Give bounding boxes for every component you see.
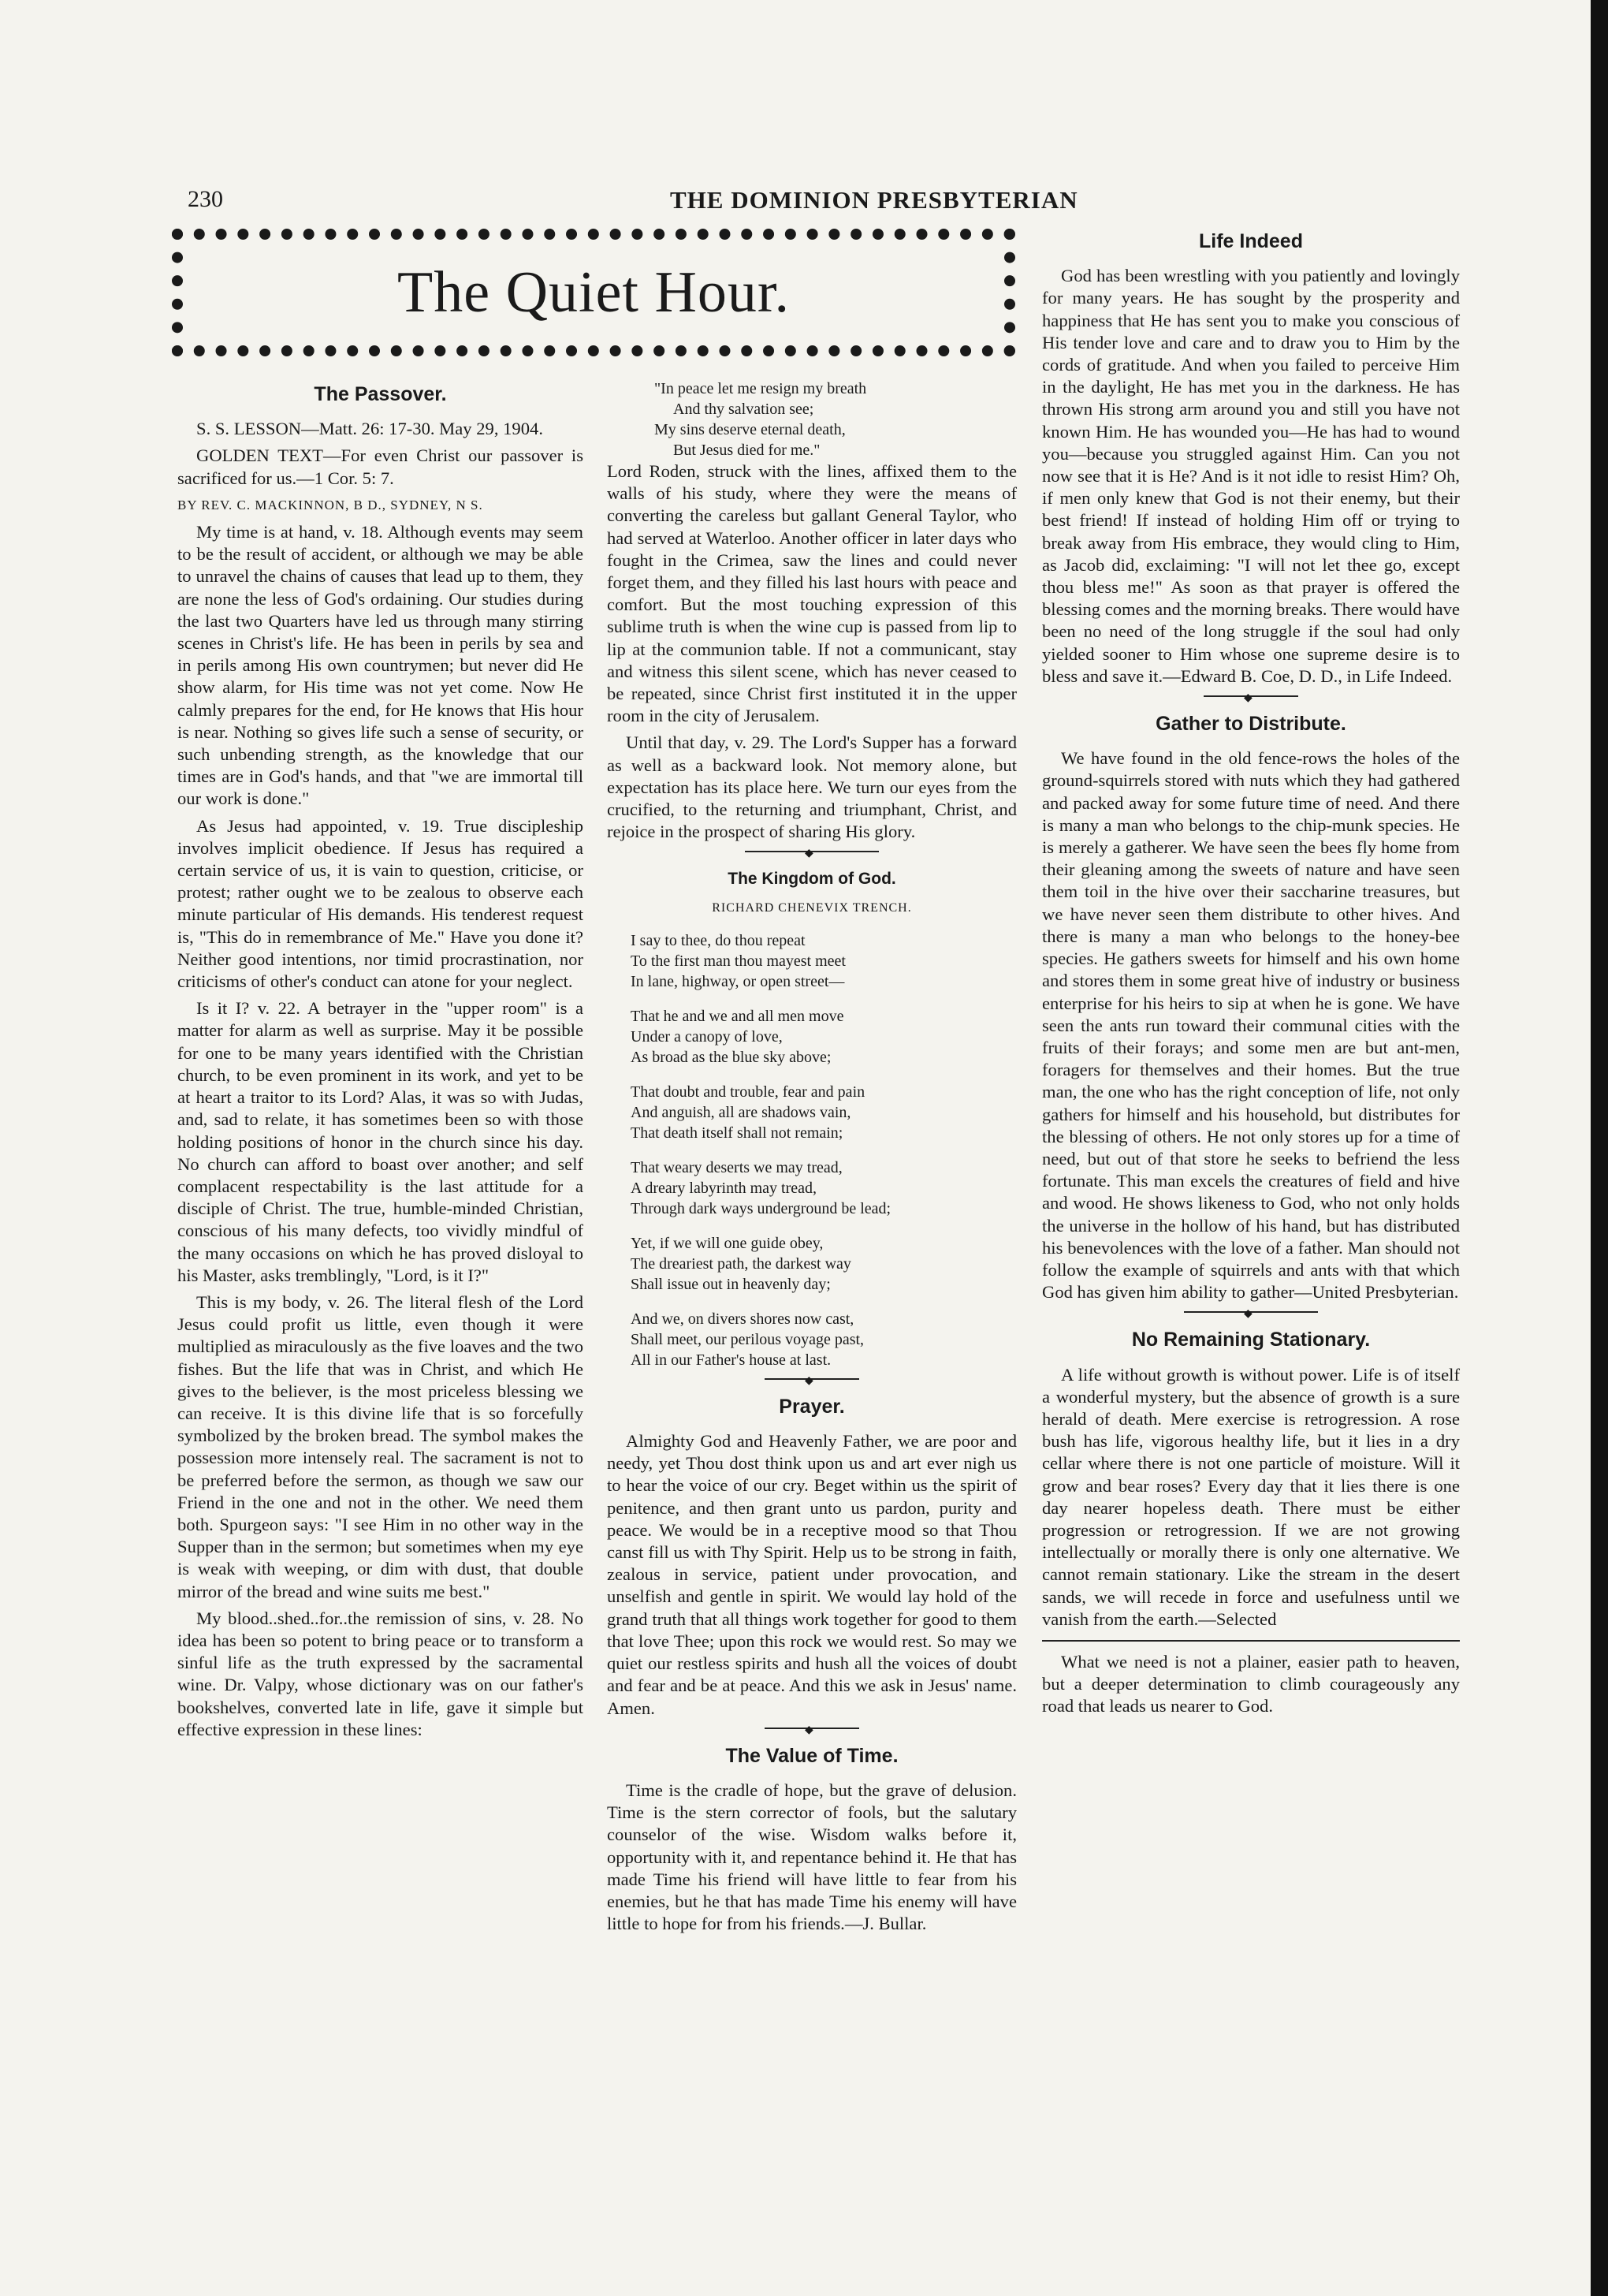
poem-stanza [631,1233,1017,1295]
section-divider [1184,1311,1318,1321]
passover-paragraph: As Jesus had appointed, v. 19. True discipleship involves implicit obedience. If Jesus has required a certain service of us, it is vain to question, criticise, or protest; rather ought we to be zealous to observe each minute particular of His demands. His tenderest request is, "This do in remembrance of Me." Have you done it? Neither good intentions, nor timid procrastination, nor criticisms of other's conduct can atone for your neglect. [177,815,583,992]
poem-line: That weary deserts we may tread, [631,1158,843,1176]
time-text: Time is the cradle of hope, but the grave of delusion. Time is the stern corrector of fools, but the salutary counselor of the wise. Wisdom walks before it, opportunity with it, and repentance behind it. He that has made Time his friend will have little to fear from his enemies, but he that has made Time his enemy will have little to hope for from his friends.—J. Bullar. [607,1780,1017,1934]
verse-line: My sins deserve eternal death, [654,421,846,438]
column-middle [607,378,1017,1940]
section-banner [172,229,1015,356]
poem-line: That doubt and trouble, fear and pain [631,1083,865,1101]
passover-paragraph: Is it I? v. 22. A betrayer in the "upper room" is a matter for alarm as well as surprise. May it be possible for one to be many years identified with the Christian church, to be even prominent in its work, and yet to be at heart a traitor to its Lord? Alas, it was so with Judas, and, sad to relate, it has sometimes been so with those holding positions of honor in the church since his day. No church can afford to boast over another; and self complacent respectability is the last attitude for a disciple of Christ. The true, humble-minded Christian, conscious of his many defects, too vividly mindful of the many occasions on which he has proved disloyal to his Master, asks tremblingly, "Lord, is it I?" [177,998,583,1285]
poem-body [631,930,1017,1370]
closing-thought: What we need is not a plainer, easier path to heaven, but a deeper determination to climb courageously any road that leads us nearer to God. [1042,1651,1460,1716]
column-right [1042,226,1460,1723]
passover-paragraph: Until that day, v. 29. The Lord's Supper has a forward as well as a backward look. Not memory alone, but expectation has its place here. We turn our eyes from the crucified, to the returning and triumphant, Christ, and rejoice in the prospect of sharing His glory. [607,732,1017,842]
poem-stanza [631,1309,1017,1370]
verse-line: But Jesus died for me." [673,442,821,459]
poem-line: Under a canopy of love, [631,1027,783,1046]
column-left [177,378,583,1746]
poem-stanza [631,930,1017,992]
article-title-passover: The Passover. [314,383,447,405]
passover-paragraph: Lord Roden, struck with the lines, affixed them to the walls of his study, where they were the means of converting the careless but gallant General Taylor, who had served at Waterloo. Another officer in later days who fought in the Crimea, saw the lines and could never forget them, and they filled his last hours with peace and comfort. But the most touching expression of this sublime truth is when the wine cup is passed from lip to lip at the communion table. If not a communicant, stay and witness this silent scene, which has never ceased to be repeated, since Christ first instituted it in the upper room in the city of Jerusalem. [607,461,1017,726]
poem-line: All in our Father's house at last. [631,1351,832,1369]
page-number: 230 [188,186,223,212]
poem-stanza [631,1006,1017,1068]
verse-line: "In peace let me resign my breath [654,380,867,397]
section-divider [765,1728,859,1737]
poem-line: Shall issue out in heavenly day; [631,1275,831,1293]
gather-text: We have found in the old fence-rows the holes of the ground-squirrels stored with nuts which they had gathered and packed away for some future time of need. And there is many a man who belongs to the chip-munk species. He is merely a gatherer. We have seen the bees fly home from their gleaning among the sweets of nature and have seen them toil in the hive over their saccharine treasures, but we have never seen them distribute to other hives. And there is many a man who belongs to the honey-bee species. He gathers sweets for himself and his own home and stores them in some great hive of industry or business enterprise for his heirs to sip at when he is gone. We have seen the ants run toward their communal cities with the fruits of their forays; and some men are but ant-men, foragers for themselves and their homes. But the true man, the one who has the right conception of life, not only gathers for himself and his household, but distributes for the blessing of others. He not only stores up for a time of need, but out of that store he seeks to befriend the less fortunate. This man excels the creatures of field and hive and wood. He shows likeness to God, who not only holds the universe in the hollow of his hand, but has distributed his benevolences with the love of a father. Man should not follow the example of squirrels and ants with that which God has given him ability to gather—United Presbyterian. [1042,748,1460,1303]
article-title-gather: Gather to Distribute. [1156,713,1346,736]
poem-line: That death itself shall not remain; [631,1124,843,1142]
byline: BY REV. C. MACKINNON, B D., SYDNEY, N S. [177,497,483,512]
passover-paragraph: This is my body, v. 26. The literal flesh of the Lord Jesus could profit us little, even though it were multiplied as miraculously as the five loaves and the two fishes. But the life that was in Christ, and which He gives to the believer, is the most priceless blessing we can receive. It is this divine life that is so forcefully symbolized by the broken bread. The symbol makes the possession more intensely real. The sacrament is not to be preferred before the sermon, as though we saw our Friend in the one and not in the other. We need them both. Spurgeon says: "I see Him in no other way in the Supper than in the sermon; but sometimes when my eye is weak with weeping, or dim with dust, that double mirror of the bread and wine suits me best." [177,1292,583,1601]
article-title-time: The Value of Time. [725,1744,899,1767]
article-title-prayer: Prayer. [779,1395,845,1418]
section-divider [745,851,879,860]
poem-author: RICHARD CHENEVIX TRENCH. [712,900,912,915]
passover-paragraph: My time is at hand, v. 18. Although events may seem to be the result of accident, or although we may be able to unravel the chains of causes that lead up to them, they are none the less of God's ordaining. Our studies during the last two Quarters have led us through many stirring scenes in Christ's life. He has been in perils by sea and in perils among His own countrymen; but never did He show alarm, for His time was not yet come. Now He calmly prepares for the end, for He knows that His hour is near. Nothing so gives life such a sense of security, or such unbending strength, as the knowledge that our times are in God's hands, and that "we are immortal till our work is done." [177,522,583,809]
poem-line: To the first man thou mayest meet [631,952,846,970]
poem-line: As broad as the blue sky above; [631,1048,832,1066]
poem-stanza [631,1157,1017,1219]
lesson-reference: S. S. LESSON—Matt. 26: 17-30. May 29, 1904. [196,419,543,439]
poem-stanza [631,1082,1017,1143]
section-divider [765,1378,859,1388]
poem-line: Yet, if we will one guide obey, [631,1234,824,1252]
section-divider [1204,695,1298,705]
verse-line: And thy salvation see; [673,401,814,418]
golden-text: GOLDEN TEXT—For even Christ our passover is sacrificed for us.—1 Cor. 5: 7. [177,445,583,488]
poem-line: And anguish, all are shadows vain, [631,1103,851,1121]
passover-paragraph: My blood..shed..for..the remission of sins, v. 28. No idea has been so potent to bring peace or to transform a sinful life as the truth expressed by the sacramental wine. Dr. Valpy, whose dictionary was on our father's bookshelves, converted late in life, gave it simple but effective expression in these lines: [177,1608,583,1739]
section-divider [1042,1640,1460,1642]
article-title-stationary: No Remaining Stationary. [1131,1329,1371,1351]
stationary-text: A life without growth is without power. Life is of itself a wonderful mystery, but the absence of growth is a sure herald of death. Mere exercise is retrogression. A rose bush has life, vigorous healthy life, but it lies in a dry cellar where there is not one particle of moisture. Will it grow and bear roses? Every day that it lies there is one day nearer hopeless death. There must be either progression or retrogression. If we are not growing intellectually or morally there is only one alternative. We cannot remain stationary. Like the stream in the desert sands, we will recede in force and usefulness until we vanish from the earth.—Selected [1042,1364,1460,1629]
running-head: THE DOMINION PRESBYTERIAN [670,186,1078,214]
poem-line: The dreariest path, the darkest way [631,1254,851,1273]
poem-line: I say to thee, do thou repeat [631,931,806,949]
poem-line: And we, on divers shores now cast, [631,1310,854,1328]
poem-title: The Kingdom of God. [728,870,896,889]
scan-edge [1591,0,1608,2296]
poem-line: Through dark ways underground be lead; [631,1199,891,1217]
poem-line: A dreary labyrinth may tread, [631,1179,817,1197]
section-title: The Quiet Hour. [397,259,790,325]
article-title-life-indeed: Life Indeed [1199,230,1303,252]
poem-line: In lane, highway, or open street— [631,972,845,990]
life-indeed-text: God has been wrestling with you patiently and lovingly for many years. He has sought by the prosperity and happiness that He has sent you to make you conscious of His tender love and care and to draw you to Him by the cords of gratitude. And when you failed to perceive Him in the daylight, He has met you in the darkness. He has thrown His strong arm around you and still you have not known Him. He has wounded you—He has had to wound you—because you struggled against Him. Can you not now see that it is He? And is it not idle to resist Him? Oh, if men only knew that God is not their enemy, but their best friend! If instead of holding Him off or trying to break away from His embrace, they would cling to Him, as Jacob did, exclaiming: "I will not let thee go, except thou bless me!" As soon as that prayer is offered the blessing comes and the morning breaks. There would have been no need of the long struggle if the soul had only yielded sooner to Him whose one supreme desire is to bless and save it.—Edward B. Coe, D. D., in Life Indeed. [1042,266,1460,686]
quoted-verse [654,378,1017,460]
poem-line: That he and we and all men move [631,1007,844,1025]
prayer-text: Almighty God and Heavenly Father, we are poor and needy, yet Thou dost think upon us and art ever nigh us to hear the voice of our cry. Beget within us the spirit of penitence, and then grant unto us pardon, purity and peace. We would be in a receptive mood so that Thou canst fill us with Thy Spirit. Help us to be strong in faith, zealous in service, patient under provocation, and unselfish and gentle in spirit. We would lay hold of the grand truth that all things work together for good to them that love Thee; upon this rock we would rest. So may we quiet our restless spirits and hush all the voices of doubt and fear and be at peace. And this we ask in Jesus' name. Amen. [607,1431,1017,1718]
poem-line: Shall meet, our perilous voyage past, [631,1330,865,1348]
